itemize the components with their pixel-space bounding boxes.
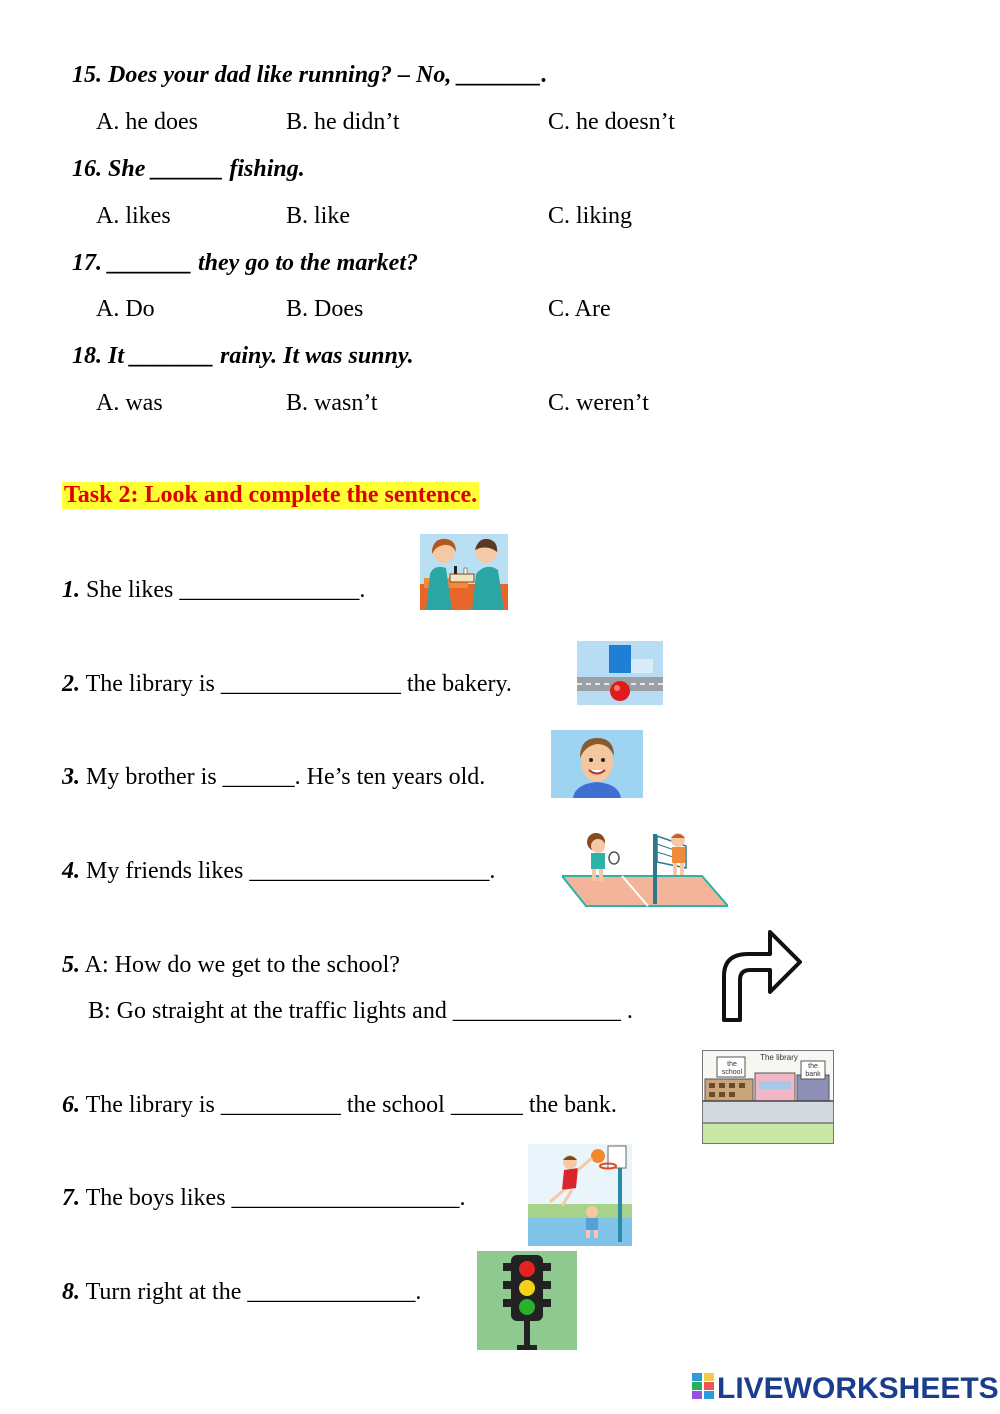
- sentence-text: Turn right at the ______________.: [80, 1279, 422, 1305]
- preposition-picture: [577, 641, 663, 705]
- sentence-text: The library is __________ the school ______ the bank.: [80, 1092, 617, 1118]
- brand-text: LIVEWORKSHEETS: [717, 1372, 999, 1405]
- question-18: 18. It _______ rainy. It was sunny.: [72, 343, 414, 369]
- sentence-text: The library is _______________ the bakery.: [80, 671, 512, 697]
- option-17-b[interactable]: B. Does: [286, 296, 364, 322]
- chess-picture: [420, 534, 508, 610]
- sentence-8[interactable]: [62, 1279, 421, 1306]
- sentence-2[interactable]: [62, 671, 512, 698]
- sentence-number: 3.: [62, 764, 80, 790]
- sentence-5-b[interactable]: [88, 998, 633, 1025]
- basketball-picture: [528, 1144, 632, 1246]
- sentence-text: My friends likes ____________________.: [80, 858, 496, 884]
- sentence-text: She likes _______________.: [80, 577, 366, 603]
- option-18-a[interactable]: A. was: [96, 390, 163, 416]
- traffic-lights-picture: [477, 1251, 577, 1350]
- label-library: The library: [760, 1053, 798, 1062]
- option-16-b[interactable]: B. like: [286, 203, 350, 229]
- sentence-number: 8.: [62, 1279, 80, 1305]
- option-16-c[interactable]: C. liking: [548, 203, 633, 229]
- badminton-picture: [562, 828, 728, 908]
- option-17-a[interactable]: A. Do: [96, 296, 155, 322]
- sentence-text: A: How do we get to the school?: [80, 952, 400, 978]
- option-17-c[interactable]: C. Are: [548, 296, 611, 322]
- liveworksheets-logo: [692, 1372, 999, 1407]
- question-16: 16. She ______ fishing.: [72, 156, 305, 182]
- sentence-4[interactable]: [62, 858, 495, 885]
- sentence-5-a: [62, 952, 400, 979]
- turn-right-arrow-icon: [718, 924, 804, 1024]
- label-bank: the bank: [805, 1063, 821, 1078]
- sentence-number: 4.: [62, 858, 80, 884]
- boy-picture: [551, 730, 643, 798]
- option-15-b[interactable]: B. he didn’t: [286, 109, 400, 135]
- sentence-number: 7.: [62, 1185, 80, 1211]
- sentence-number: 2.: [62, 671, 80, 697]
- sentence-6[interactable]: [62, 1092, 617, 1119]
- sentence-7[interactable]: [62, 1185, 466, 1212]
- option-15-a[interactable]: A. he does: [96, 109, 198, 135]
- liveworksheets-logo-icon: [692, 1373, 714, 1407]
- task-2-title: Task 2: Look and complete the sentence.: [64, 482, 478, 508]
- sentence-number: 5.: [62, 952, 80, 978]
- option-18-c[interactable]: C. weren’t: [548, 390, 649, 416]
- question-15: 15. Does your dad like running? – No, _______.: [72, 62, 548, 88]
- question-17: 17. _______ they go to the market?: [72, 250, 418, 276]
- sentence-1[interactable]: [62, 577, 365, 604]
- label-school: the school: [721, 1061, 743, 1076]
- option-16-a[interactable]: A. likes: [96, 203, 171, 229]
- sentence-number: 1.: [62, 577, 80, 603]
- sentence-text: My brother is ______. He’s ten years old.: [80, 764, 486, 790]
- sentence-3[interactable]: [62, 764, 485, 791]
- option-18-b[interactable]: B. wasn’t: [286, 390, 378, 416]
- sentence-text: The boys likes ___________________.: [80, 1185, 466, 1211]
- option-15-c[interactable]: C. he doesn’t: [548, 109, 675, 135]
- buildings-picture: [702, 1050, 834, 1144]
- sentence-number: 6.: [62, 1092, 80, 1118]
- sentence-text: B: Go straight at the traffic lights and ______________ .: [88, 998, 633, 1024]
